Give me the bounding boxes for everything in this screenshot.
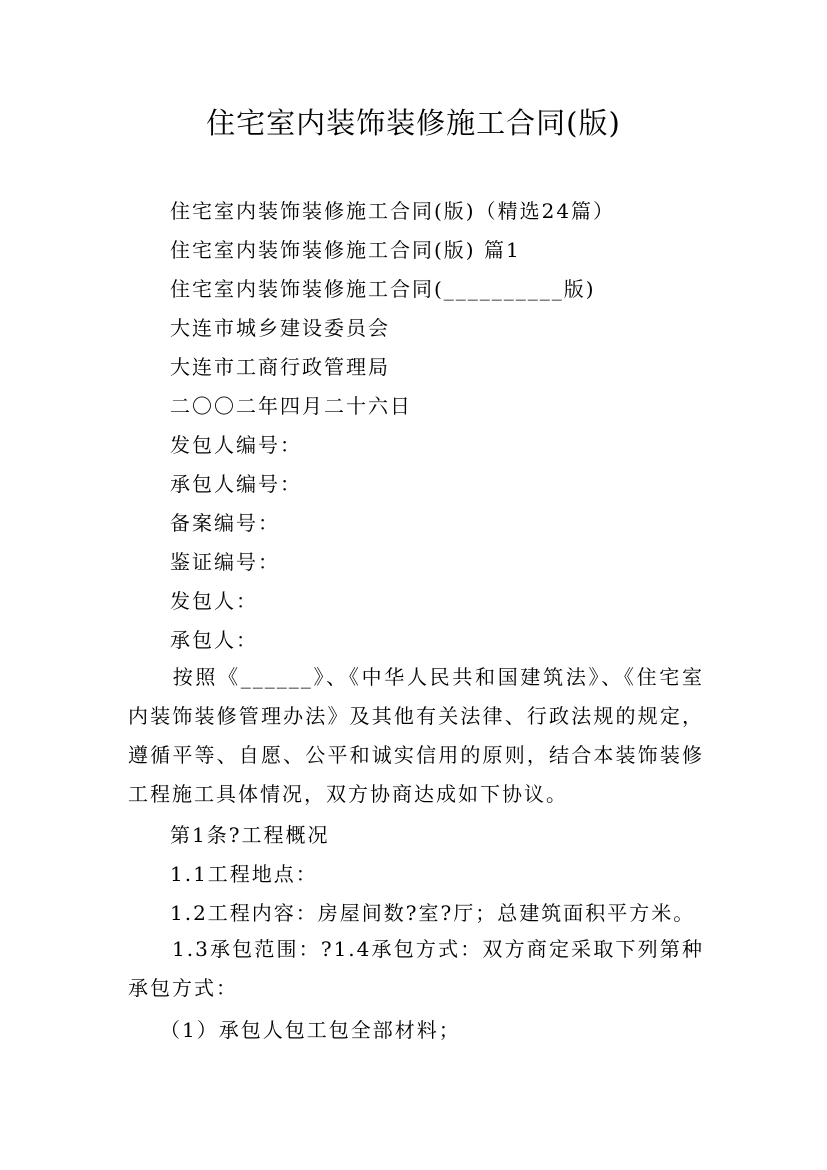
document-title: 住宅室内装饰装修施工合同(版) — [206, 106, 621, 140]
text-line: 第1条?工程概况 — [170, 823, 330, 847]
text-line: 鉴证编号： — [170, 550, 280, 574]
text-line: 发包人编号： — [170, 433, 302, 457]
text-line: 1.1工程地点： — [170, 862, 318, 886]
paragraph — [128, 658, 704, 814]
text-line: 备案编号： — [170, 511, 280, 535]
text-line: 住宅室内装饰装修施工合同(版)（精选24篇） — [170, 199, 616, 223]
text-line: 住宅室内装饰装修施工合同(版) 篇1 — [170, 238, 521, 262]
text-line: 住宅室内装饰装修施工合同(__________版) — [170, 277, 596, 301]
text-line: 1.2工程内容：房屋间数?室?厅；总建筑面积平方米。 — [170, 901, 696, 925]
paragraph-text: 按照《______》、《中华人民共和国建筑法》、《住宅室内装饰装修管理办法》及其他有关法律、行政法规的规定，遵循平等、自愿、公平和诚实信用的原则，结合本装饰装修工程施工具体情况，双方协商达成如下协议。 — [128, 665, 704, 806]
paragraph-text: 1.3承包范围：?1.4承包方式：双方商定采取下列第种承包方式： — [128, 937, 704, 1000]
paragraph — [128, 930, 704, 1008]
text-line: （1）承包人包工包全部材料； — [160, 1018, 461, 1042]
text-line: 大连市工商行政管理局 — [170, 355, 390, 379]
text-line: 承包人： — [170, 628, 258, 652]
text-line: 承包人编号： — [170, 472, 302, 496]
text-line: 二〇〇二年四月二十六日 — [170, 394, 412, 418]
text-line: 大连市城乡建设委员会 — [170, 316, 390, 340]
text-line: 发包人： — [170, 589, 258, 613]
